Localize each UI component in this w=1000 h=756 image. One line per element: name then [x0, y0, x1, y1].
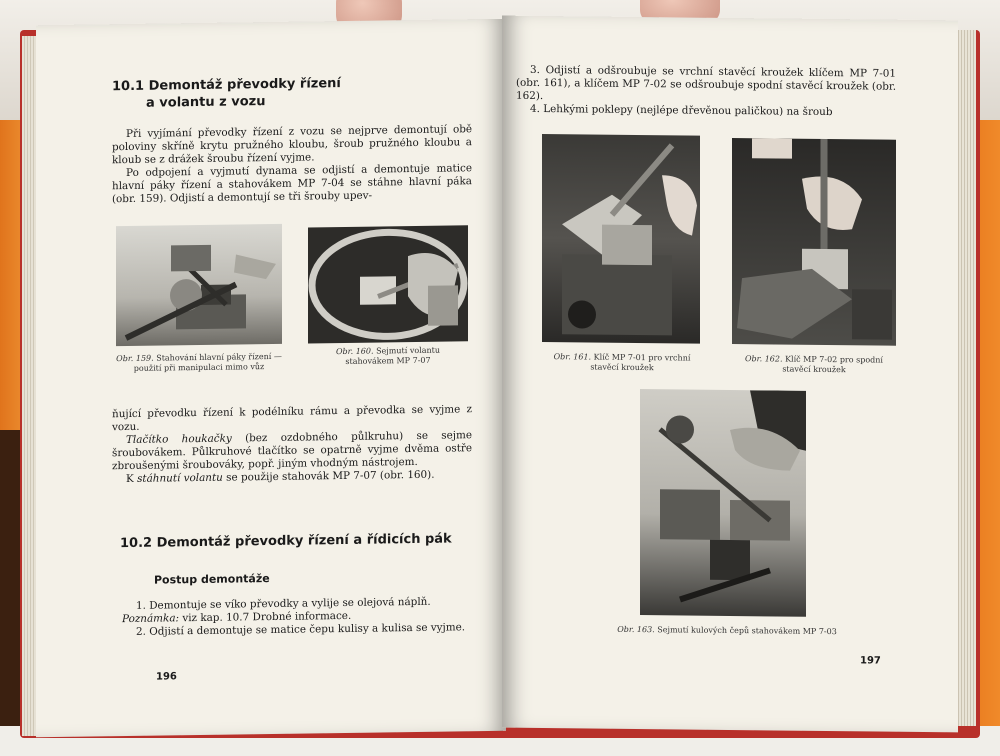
figure-161-caption [542, 352, 702, 374]
step: 1. Demontuje se víko převodky a vylije se olejová náplň. [136, 595, 431, 612]
figure-159-photo [116, 224, 282, 346]
figure-caption-text: Stahování hlavní páky řízení — použití při manipulaci mimo vůz [133, 351, 282, 373]
figure-163-caption [582, 624, 872, 637]
paragraph: Při vyjímání převodky řízení z vozu se nejprve demontují obě poloviny skříně krytu pružného kloubu, šroub pružného kloubu a kloub se z drážek šroubu řízení vyjme. [112, 123, 472, 167]
italic-term: stáhnutí volantu [137, 471, 223, 485]
paragraph: Po odpojení a vyjmutí dynama se odjistí a demontuje matice hlavní páky řízení a stahovákem MP 7-04 se stáhne hlavní páka (obr. 159). Odjistí a demontují se tři šrouby upev- [112, 162, 472, 206]
paragraph: ňující převodku řízení k podélníku rámu a převodka se vyjme z vozu. [112, 403, 472, 434]
section-number: 10.2 [120, 535, 153, 552]
paragraph-rest: (bez ozdobného půlkruhu) se sejme šroubovákem. Půlkruhové tlačítko se opatrně vyjme dvěma ostře zbroušenými šroubováky, popř. jiným vhodným nástrojem. [112, 429, 472, 473]
figure-163-photo [640, 389, 806, 617]
figure-caption-text: Klíč MP 7-02 pro spodní stavěcí kroužek [782, 354, 883, 375]
steps-text [516, 64, 896, 120]
step: 2. Odjistí a demontuje se matice čepu kulisy a kulisa se vyjme. [136, 621, 466, 638]
continuation-text [112, 403, 472, 486]
figure-caption-text: Klíč MP 7-01 pro vrchní stavěcí kroužek [590, 352, 691, 373]
step: 3. Odjistí a odšroubuje se vrchní stavěcí kroužek klíčem MP 7-01 (obr. 161), a klíčem MP 7-02 se odšroubuje spodní stavěcí kroužek (obr. 162). [516, 63, 896, 103]
section-title-line1: Demontáž převodky řízení [148, 76, 341, 94]
section-heading-10-1 [112, 75, 341, 112]
figure-162-photo [732, 138, 896, 346]
figure-160-photo [308, 225, 468, 343]
section-title: Demontáž převodky řízení a řídicích pák [156, 531, 452, 551]
subheading: Postup demontáže [154, 572, 270, 587]
italic-term: Tlačítko houkačky [126, 432, 232, 447]
dark-object-left [0, 430, 22, 730]
figure-label: Obr. 160. [335, 346, 374, 357]
page-number: 197 [860, 655, 881, 667]
paragraph-rest: se použije stahovák MP 7-07 (obr. 160). [222, 468, 435, 484]
figure-caption-text: Sejmutí kulových čepů stahovákem MP 7-03 [657, 625, 837, 637]
section-title-line2: a volantu z vozu [146, 94, 266, 111]
steps-text [122, 595, 482, 639]
figure-160-caption [318, 345, 458, 367]
section-heading-10-2 [120, 531, 452, 551]
note-text: viz kap. 10.7 Drobné informace. [179, 609, 352, 625]
right-page [502, 16, 958, 733]
page-number: 196 [156, 671, 177, 683]
figure-162-caption [734, 354, 894, 376]
step: 4. Lehkými poklepy (nejlépe dřevěnou paličkou) na šroub [530, 102, 833, 119]
paragraph [112, 429, 472, 473]
figure-caption-text: Sejmutí volantu stahovákem MP 7-07 [345, 345, 440, 366]
figure-label: Obr. 161. [553, 352, 592, 362]
figure-161-photo [542, 134, 700, 344]
note-label: Poznámka: [122, 612, 180, 626]
paragraph-start: K [126, 472, 138, 486]
figure-159-caption [116, 352, 282, 374]
figure-label: Obr. 162. [744, 354, 783, 364]
left-page [36, 19, 506, 738]
intro-text [112, 123, 472, 206]
figure-label: Obr. 159. [116, 353, 154, 364]
section-number: 10.1 [112, 78, 145, 95]
figure-label: Obr. 163. [617, 624, 655, 635]
